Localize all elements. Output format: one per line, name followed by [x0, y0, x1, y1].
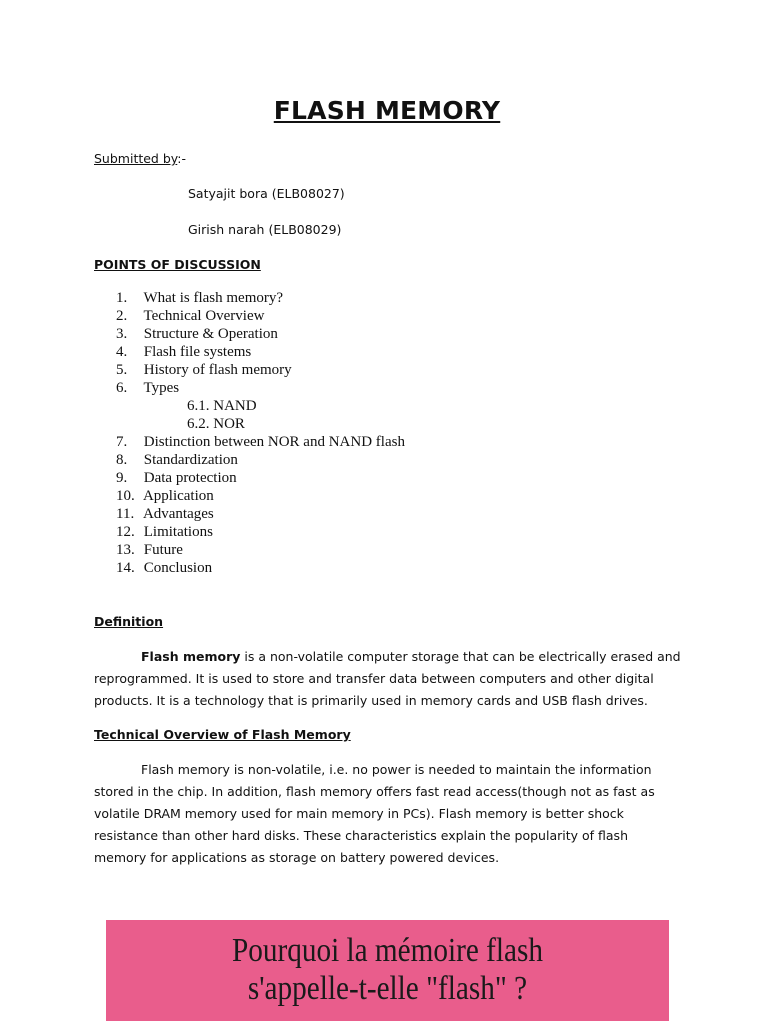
- banner-line: Pourquoi la mémoire flash: [231, 932, 544, 969]
- list-text: Advantages: [142, 506, 214, 522]
- list-number: 14.: [116, 560, 135, 576]
- list-item: [116, 505, 405, 523]
- question-banner[interactable]: [106, 920, 669, 1021]
- list-text: What is flash memory?: [143, 290, 284, 306]
- list-number: 9.: [116, 470, 128, 486]
- list-text: NAND: [213, 398, 257, 414]
- list-item: [116, 541, 405, 559]
- list-item: [116, 451, 405, 469]
- banner-line: s'appelle-t-elle "flash" ?: [247, 970, 528, 1007]
- list-item: [116, 343, 405, 361]
- list-text: Conclusion: [143, 560, 213, 576]
- submitted-by-suffix: :-: [177, 151, 186, 166]
- list-subitem: [116, 415, 405, 433]
- list-item: [116, 307, 405, 325]
- list-item: [116, 523, 405, 541]
- list-number: 4.: [116, 344, 128, 360]
- technical-heading: Technical Overview of Flash Memory: [94, 727, 351, 742]
- list-number: 12.: [116, 524, 135, 540]
- list-number: 11.: [116, 506, 135, 522]
- points-list: [116, 289, 405, 577]
- list-item: [116, 325, 405, 343]
- technical-paragraph: Flash memory is non-volatile, i.e. no power is needed to maintain the information stored in the chip. In addition, flash memory offers fast read access(though not as fast as volatile DRAM memory used for main memory in PCs). Flash memory is better shock resistance than other hard disks. These characteristics explain the popularity of flash memory for applications as storage on battery powered devices.: [94, 762, 655, 865]
- submitted-by-label: Submitted by: [94, 151, 178, 166]
- list-text: Future: [143, 542, 183, 558]
- list-number: 7.: [116, 434, 128, 450]
- author-name: Girish narah (ELB08029): [188, 222, 342, 237]
- list-text: Structure & Operation: [143, 326, 278, 342]
- list-text: History of flash memory: [143, 362, 292, 378]
- list-number: 6.: [116, 380, 128, 396]
- list-number: 6.1.: [187, 398, 210, 414]
- definition-paragraph: [94, 646, 684, 712]
- definition-term: Flash memory: [141, 649, 241, 664]
- list-subitem: [116, 397, 405, 415]
- author-name: Satyajit bora (ELB08027): [188, 186, 345, 201]
- list-number: 6.2.: [187, 416, 210, 432]
- list-item: [116, 469, 405, 487]
- list-item: [116, 487, 405, 505]
- list-text: NOR: [213, 416, 245, 432]
- list-text: Distinction between NOR and NAND flash: [143, 434, 405, 450]
- list-number: 2.: [116, 308, 128, 324]
- list-text: Standardization: [143, 452, 238, 468]
- list-number: 8.: [116, 452, 128, 468]
- list-number: 1.: [116, 290, 128, 306]
- list-text: Application: [142, 488, 214, 504]
- list-number: 3.: [116, 326, 128, 342]
- list-text: Limitations: [143, 524, 213, 540]
- list-number: 5.: [116, 362, 128, 378]
- list-item: [116, 379, 405, 397]
- list-text: Technical Overview: [143, 308, 265, 324]
- definition-body: is a non-volatile computer storage that can be electrically erased and reprogrammed. It is used to store and transfer data between computers and other digital products. It is a technology that is primarily used in memory cards and USB flash drives.: [94, 649, 681, 708]
- points-heading: POINTS OF DISCUSSION: [94, 257, 261, 272]
- list-item: [116, 559, 405, 577]
- list-item: [116, 433, 405, 451]
- list-text: Data protection: [143, 470, 237, 486]
- submitted-by: [94, 151, 186, 166]
- list-text: Types: [143, 380, 180, 396]
- list-item: [116, 289, 405, 307]
- definition-heading: Definition: [94, 614, 164, 629]
- list-item: [116, 361, 405, 379]
- document-title: FLASH MEMORY: [273, 96, 501, 125]
- list-number: 10.: [116, 488, 135, 504]
- list-number: 13.: [116, 542, 135, 558]
- list-text: Flash file systems: [143, 344, 252, 360]
